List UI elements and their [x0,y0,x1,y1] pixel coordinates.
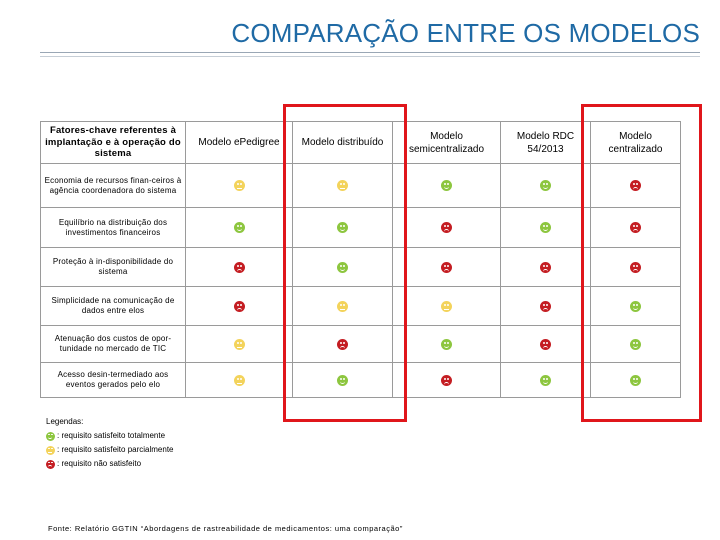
rating-icon [234,339,245,350]
factor-label: Simplicidade na comunicação de dados entre elos [41,287,186,326]
rating-cell [393,363,501,398]
rating-icon [234,180,245,191]
rating-icon [441,375,452,386]
rating-icon [234,222,245,233]
legend-item-text: : requisito satisfeito totalmente [57,431,166,440]
legend-item-parcial [46,443,174,457]
factor-label: Acesso desin-termediado aos eventos gerados pelo elo [41,363,186,398]
rating-icon [540,262,551,273]
legend-item-nao [46,457,174,471]
rating-cell [186,164,293,208]
rating-icon [540,339,551,350]
rating-icon [540,301,551,312]
source-note: Fonte: Relatório GGTIN “Abordagens de rastreabilidade de medicamentos: uma comparação” [48,524,403,533]
model-header-epedigree: Modelo ePedigree [186,122,293,164]
rating-icon [441,339,452,350]
rating-icon [540,375,551,386]
rating-cell [501,164,591,208]
rating-cell [393,208,501,248]
rating-cell [186,248,293,287]
highlight-box-distribuido [283,104,407,422]
rating-icon [441,222,452,233]
rating-icon [46,446,55,455]
rating-icon [441,301,452,312]
legend-item-total [46,429,174,443]
rating-icon [234,262,245,273]
legend-title: Legendas: [46,417,84,426]
factor-label: Equilíbrio na distribuição dos investimentos financeiros [41,208,186,248]
model-header-rdc: Modelo RDC 54/2013 [501,122,591,164]
rating-cell [501,287,591,326]
rating-cell [186,287,293,326]
factor-label: Economia de recursos finan-ceiros à agência coordenadora do sistema [41,164,186,208]
rating-icon [540,222,551,233]
model-header-centralizado: Modelo centralizado [591,122,681,164]
model-header-distribuido: Modelo distribuído [293,122,393,164]
rating-icon [46,432,55,441]
rating-icon [540,180,551,191]
model-header-semicentralizado: Modelo semicentralizado [393,122,501,164]
rating-cell [186,363,293,398]
highlight-box-centralizado [581,104,702,422]
page-title: COMPARAÇÃO ENTRE OS MODELOS [231,18,700,48]
rating-cell [186,326,293,363]
title-divider-secondary [40,56,700,57]
rating-cell [186,208,293,248]
title-divider [40,52,700,53]
rating-icon [441,262,452,273]
rating-cell [501,248,591,287]
rating-cell [501,363,591,398]
legend [46,417,174,471]
rating-cell [393,326,501,363]
rating-icon [234,301,245,312]
rating-cell [501,208,591,248]
rating-cell [393,287,501,326]
rating-cell [393,248,501,287]
legend-item-text: : requisito satisfeito parcialmente [57,445,174,454]
legend-item-text: : requisito não satisfeito [57,459,142,468]
rating-icon [46,460,55,469]
factor-column-header: Fatores-chave referentes à implantação e à operação do sistema [41,122,186,164]
factor-label: Proteção à in-disponibilidade do sistema [41,248,186,287]
factor-label: Atenuação dos custos de opor-tunidade no mercado de TIC [41,326,186,363]
rating-icon [234,375,245,386]
rating-icon [441,180,452,191]
rating-cell [393,164,501,208]
rating-cell [501,326,591,363]
